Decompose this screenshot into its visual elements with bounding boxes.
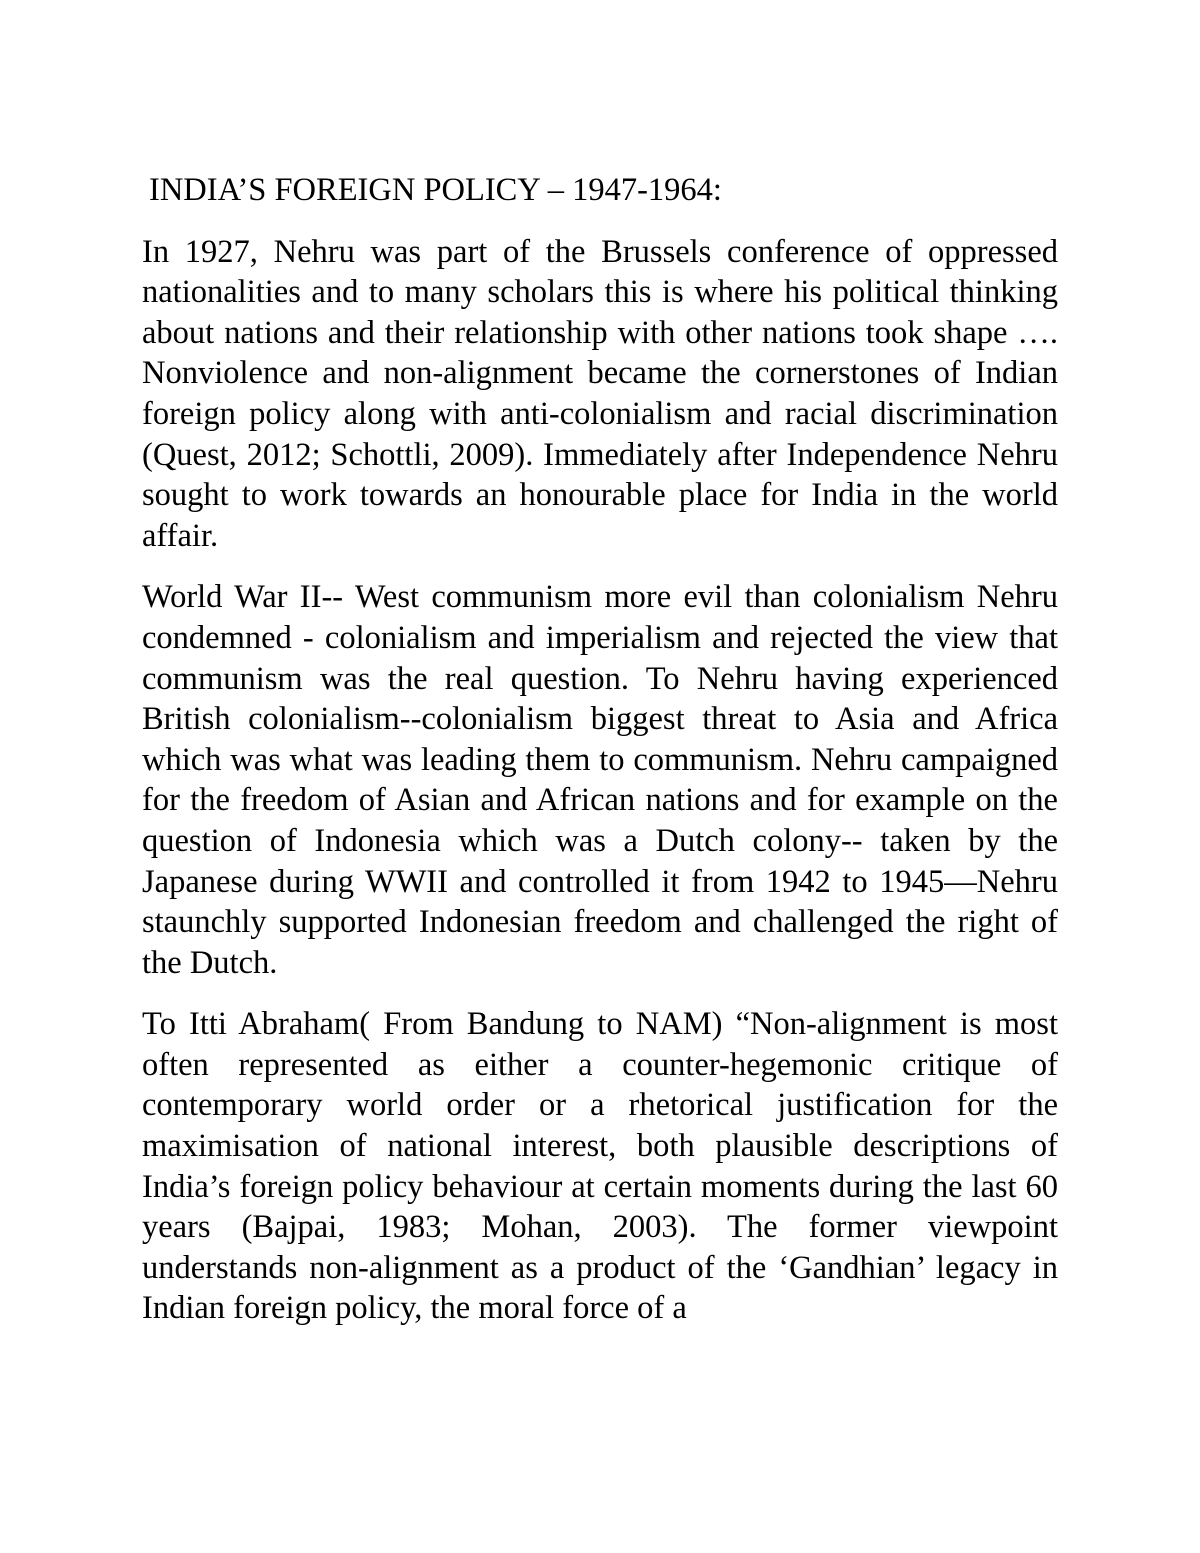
- paragraph-nehru-brussels: In 1927, Nehru was part of the Brussels conference of oppressed nationalities and to many scholars this is where his political thinking about nations and their relationship with other nations took shape …. Nonviolence and non-alignment became the cornerstones of Indian foreign policy along with anti-colonialism and racial discrimination (Quest, 2012; Schottli, 2009). Immediately after Independence Nehru sought to work towards an honourable place for India in the world affair.: [142, 233, 1058, 554]
- document-body: [142, 170, 1058, 1329]
- document-title: INDIA’S FOREIGN POLICY – 1947-1964:: [149, 172, 722, 208]
- paragraph-world-war-ii: World War II-- West communism more evil than colonialism Nehru condemned - colonialism and imperialism and rejected the view that communism was the real question. To Nehru having experienced British colonialism--colonialism biggest threat to Asia and Africa which was what was leading them to communism. Nehru campaigned for the freedom of Asian and African nations and for example on the question of Indonesia which was a Dutch colony-- taken by the Japanese during WWII and controlled it from 1942 to 1945—Nehru staunchly supported Indonesian freedom and challenged the right of the Dutch.: [142, 579, 1058, 981]
- paragraph-itti-abraham: To Itti Abraham( From Bandung to NAM) “Non-alignment is most often represented as either a counter-hegemonic critique of contemporary world order or a rhetorical justification for the maximisation of national interest, both plausible descriptions of India’s foreign policy behaviour at certain moments during the last 60 years (Bajpai, 1983; Mohan, 2003). The former viewpoint understands non-alignment as a product of the ‘Gandhian’ legacy in Indian foreign policy, the moral force of a: [142, 1006, 1058, 1327]
